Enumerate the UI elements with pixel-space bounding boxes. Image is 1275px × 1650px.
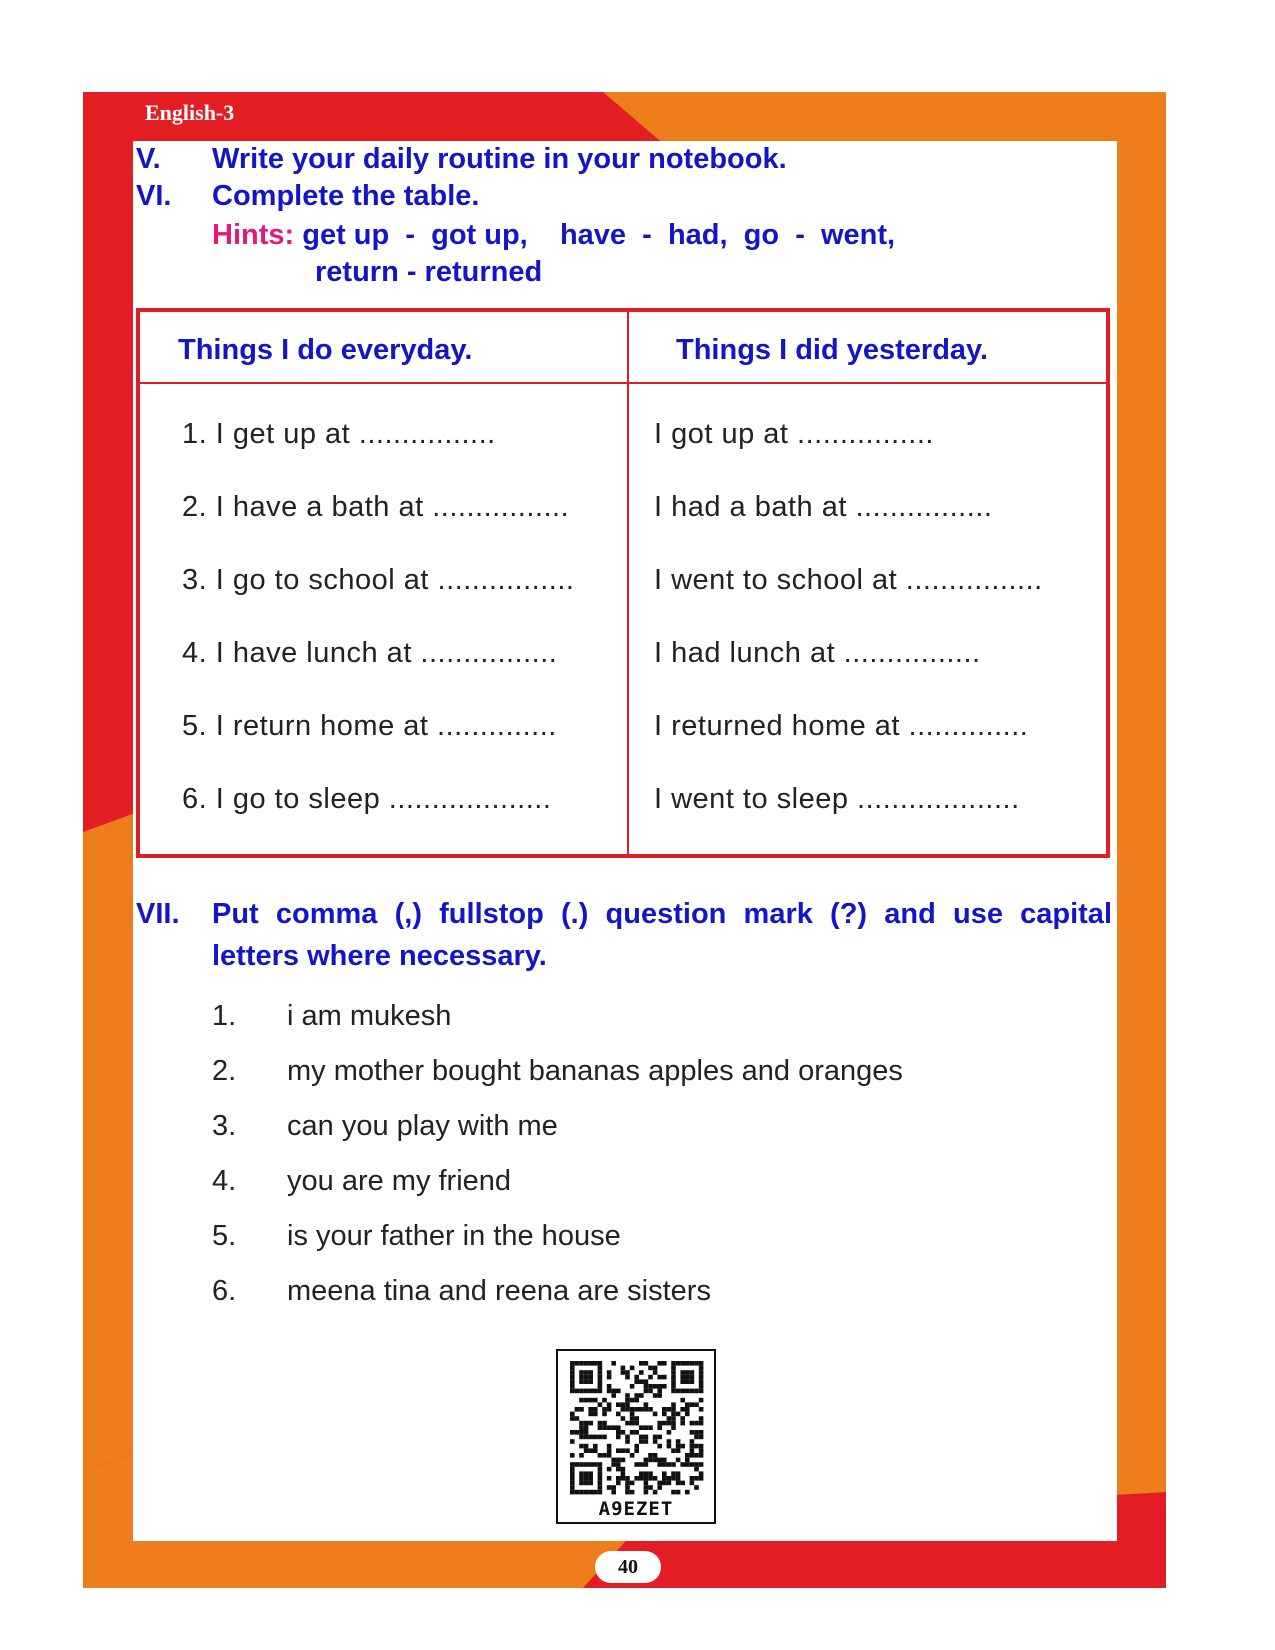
section-v-number: V. <box>136 143 161 175</box>
section-vii-instruction: Put comma (,) fullstop (.) question mark (?) and use capital letters where necessary. <box>212 898 1112 972</box>
sentence-number: 4. <box>212 1165 237 1197</box>
book-title: English-3 <box>145 100 235 125</box>
table-cell-past-2: I had a bath at ................ <box>654 491 993 523</box>
hints-label: Hints: <box>212 219 295 251</box>
table-cell-past-3: I went to school at ................ <box>654 564 1043 596</box>
sentence-number: 6. <box>212 1275 237 1307</box>
table-cell-past-6: I went to sleep ................... <box>654 783 1020 815</box>
routine-table <box>136 308 1110 858</box>
section-vii-number: VII. <box>136 898 180 930</box>
qr-code-pattern <box>558 1351 714 1496</box>
qr-code-label: A9EZET <box>598 1498 674 1520</box>
section-v <box>136 141 1036 178</box>
hints-text-1: get up - got up, have - had, go - went, <box>294 219 896 251</box>
sentence-text: my mother bought bananas apples and oranges <box>287 1055 903 1087</box>
sentence-number: 5. <box>212 1220 237 1252</box>
sentence-text: i am mukesh <box>287 1000 452 1032</box>
table-cell-past-4: I had lunch at ................ <box>654 637 981 669</box>
column-header-past: Things I did yesterday. <box>676 334 989 366</box>
sentence-text: meena tina and reena are sisters <box>287 1275 711 1307</box>
section-vi-number: VI. <box>136 180 172 212</box>
section-v-instruction: Write your daily routine in your notebook. <box>212 143 787 175</box>
sentence-text: can you play with me <box>287 1110 558 1142</box>
table-header-divider <box>140 382 1106 384</box>
sentence-item <box>212 1220 621 1253</box>
sentence-item <box>212 1275 711 1308</box>
sentence-number: 2. <box>212 1055 237 1087</box>
column-header-present: Things I do everyday. <box>178 334 473 366</box>
table-cell-present-3: 3. I go to school at ................ <box>182 564 575 596</box>
table-cell-past-5: I returned home at .............. <box>654 710 1029 742</box>
page-number: 40 <box>595 1551 661 1583</box>
sentence-text: is your father in the house <box>287 1220 621 1252</box>
sentence-item <box>212 1000 451 1033</box>
sentence-item <box>212 1165 511 1198</box>
table-cell-present-2: 2. I have a bath at ................ <box>182 491 570 523</box>
hints-text-2: return - returned <box>315 256 543 288</box>
sentence-item <box>212 1055 903 1088</box>
sentence-text: you are my friend <box>287 1165 512 1197</box>
sentence-item <box>212 1110 558 1143</box>
table-cell-past-1: I got up at ................ <box>654 418 934 450</box>
table-cell-present-5: 5. I return home at .............. <box>182 710 557 742</box>
hints-line <box>212 217 895 254</box>
qr-code[interactable] <box>556 1349 716 1524</box>
sentence-number: 1. <box>212 1000 237 1032</box>
table-cell-present-1: 1. I get up at ................ <box>182 418 496 450</box>
section-vi <box>136 178 1036 215</box>
sentence-number: 3. <box>212 1110 237 1142</box>
section-vi-instruction: Complete the table. <box>212 180 480 212</box>
table-column-divider <box>627 312 629 854</box>
table-cell-present-4: 4. I have lunch at ................ <box>182 637 558 669</box>
table-cell-present-6: 6. I go to sleep ................... <box>182 783 552 815</box>
